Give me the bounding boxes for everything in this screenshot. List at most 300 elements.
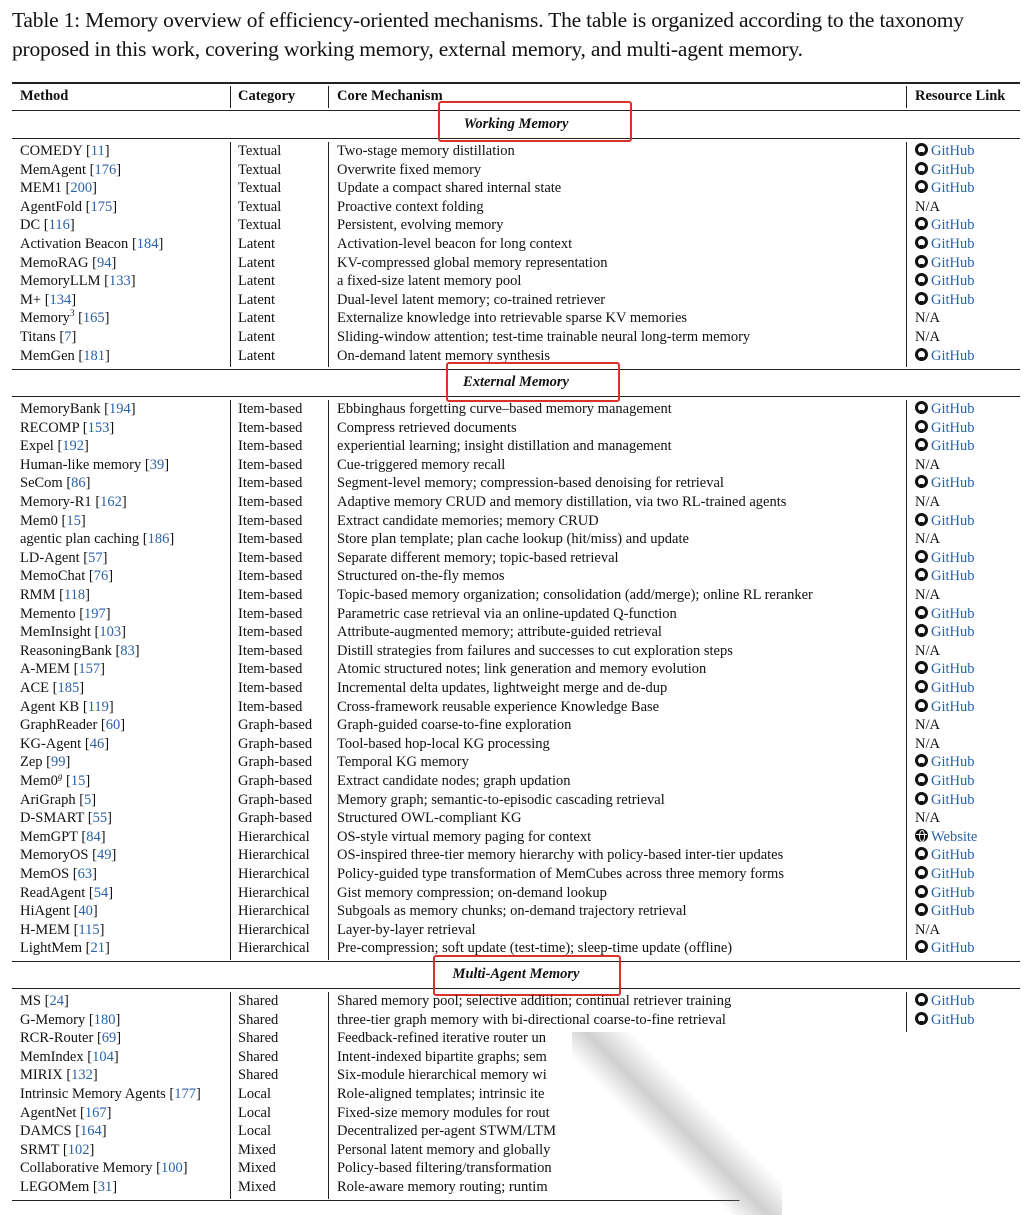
category-cell: Graph-based: [238, 773, 313, 789]
citation-link[interactable]: 132: [71, 1067, 93, 1084]
category-cell: Latent: [238, 273, 276, 290]
mechanism-cell: experiential learning; insight distillation and management: [337, 438, 672, 455]
category-cell: Hierarchical: [238, 847, 310, 864]
category-cell: Latent: [238, 291, 276, 308]
method-name: M+: [20, 291, 42, 308]
header-method: Method: [20, 88, 69, 104]
github-icon: [915, 217, 928, 230]
github-link[interactable]: GitHub: [931, 661, 975, 678]
method-cell: SeCom [86]: [20, 475, 91, 492]
method-name: Activation Beacon: [20, 236, 129, 252]
citation-link[interactable]: 24: [49, 993, 64, 1009]
mechanism-cell: Store plan template; plan cache lookup (hit/miss) and update: [337, 531, 689, 548]
github-icon: [915, 236, 928, 249]
table-row: [0, 567, 1035, 586]
mechanism-cell: Overwrite fixed memory: [337, 161, 482, 178]
citation-link[interactable]: 104: [92, 1048, 114, 1065]
method-cell: RECOMP [153]: [20, 419, 115, 436]
table-row: [0, 846, 1035, 865]
mechanism-cell: Personal latent memory and globally: [337, 1141, 551, 1158]
github-link[interactable]: GitHub: [931, 903, 975, 920]
table-row: [0, 716, 1035, 735]
method-name: Expel: [20, 438, 54, 455]
header-mechanism: Core Mechanism: [337, 88, 443, 104]
mechanism-cell: Two-stage memory distillation: [337, 143, 515, 159]
resource-cell[interactable]: [915, 437, 975, 456]
method-cell: AgentNet [167]: [20, 1104, 112, 1121]
table-row: [0, 735, 1035, 754]
resource-cell[interactable]: [915, 884, 975, 903]
github-link[interactable]: GitHub: [931, 847, 975, 864]
method-name: MemInsight: [20, 624, 91, 641]
resource-cell[interactable]: [915, 772, 975, 791]
citation-link[interactable]: 181: [83, 347, 105, 364]
method-name: Mem0: [20, 773, 58, 789]
method-name: MS: [20, 993, 41, 1009]
section-title: External Memory: [463, 374, 569, 390]
mechanism-cell: Sliding-window attention; test-time trainable neural long-term memory: [337, 329, 751, 345]
github-link[interactable]: GitHub: [931, 549, 975, 566]
citation-link[interactable]: 76: [93, 568, 109, 585]
method-name: MemoryLLM: [20, 273, 101, 290]
method-name: KG-Agent: [20, 735, 82, 752]
resource-cell: N/A: [915, 642, 940, 659]
table-row: [0, 142, 1035, 161]
citation-link[interactable]: 102: [67, 1141, 90, 1158]
method-cell: A-MEM [157]: [20, 661, 106, 678]
resource-cell[interactable]: [915, 179, 975, 198]
citation-link[interactable]: 197: [84, 605, 106, 622]
citation-link[interactable]: 21: [90, 940, 105, 957]
github-link[interactable]: GitHub: [931, 438, 975, 455]
citation-link[interactable]: 186: [147, 531, 170, 548]
github-link[interactable]: GitHub: [931, 347, 975, 364]
citation-link[interactable]: 63: [77, 866, 93, 882]
category-cell: Local: [238, 1104, 272, 1121]
github-icon: [915, 420, 928, 433]
section-title: Multi-Agent Memory: [452, 966, 580, 982]
method-cell: Zep [99]: [20, 754, 71, 771]
citation-link[interactable]: 39: [149, 456, 165, 473]
method-name: agentic plan caching: [20, 531, 140, 548]
category-cell: Graph-based: [238, 735, 313, 752]
method-cell: GraphReader [60]: [20, 717, 126, 734]
table-row: [0, 772, 1035, 791]
mechanism-cell: Graph-guided coarse-to-fine exploration: [337, 717, 572, 734]
table-row: [0, 456, 1035, 475]
citation-link[interactable]: 176: [94, 161, 117, 178]
method-name: Human-like memory: [20, 456, 142, 473]
category-cell: Mixed: [238, 1141, 276, 1158]
category-cell: Graph-based: [238, 754, 313, 771]
mechanism-cell: Cue-triggered memory recall: [337, 456, 506, 473]
citation-link[interactable]: 133: [109, 273, 131, 290]
method-cell: MemoryBank [194]: [20, 401, 136, 417]
table-row: [0, 179, 1035, 198]
column-divider: [230, 86, 231, 108]
method-name: ACE: [20, 680, 49, 696]
resource-cell[interactable]: [915, 272, 975, 291]
resource-cell[interactable]: [915, 216, 975, 235]
github-link[interactable]: GitHub: [931, 273, 975, 290]
citation-link[interactable]: 177: [174, 1086, 197, 1102]
github-link[interactable]: GitHub: [931, 791, 975, 808]
github-link[interactable]: GitHub: [931, 236, 975, 252]
method-cell: Intrinsic Memory Agents [177]: [20, 1086, 201, 1102]
resource-cell[interactable]: [915, 512, 975, 531]
method-cell: MemoryLLM [133]: [20, 273, 136, 290]
citation-link[interactable]: 165: [82, 310, 105, 327]
resource-cell[interactable]: [915, 1011, 975, 1030]
github-icon: [915, 792, 928, 805]
github-link[interactable]: GitHub: [931, 866, 975, 882]
mechanism-cell: OS-style virtual memory paging for context: [337, 828, 592, 845]
method-cell: ReasoningBank [83]: [20, 642, 140, 659]
table-row: [0, 216, 1035, 235]
method-name: SRMT: [20, 1141, 60, 1158]
github-icon: [915, 699, 928, 712]
method-name: RCR-Router: [20, 1030, 94, 1047]
citation-link[interactable]: 7: [64, 329, 72, 345]
resource-cell: N/A: [915, 329, 940, 345]
resource-cell[interactable]: [915, 939, 975, 958]
mechanism-cell: Separate different memory; topic-based retrieval: [337, 549, 619, 566]
github-link[interactable]: GitHub: [931, 475, 975, 492]
citation-link[interactable]: 84: [86, 828, 101, 845]
github-icon: [915, 513, 928, 526]
table-caption: Table 1: Memory overview of efficiency-oriented mechanisms. The table is organized according to the taxonomy proposed in this work, covering working memory, external memory, and multi-agent memory.: [12, 8, 964, 61]
category-cell: Textual: [238, 217, 282, 234]
github-link[interactable]: GitHub: [931, 624, 975, 641]
category-cell: Item-based: [238, 624, 303, 641]
mechanism-cell: OS-inspired three-tier memory hierarchy with policy-based inter-tier updates: [337, 847, 784, 864]
citation-link[interactable]: 184: [136, 236, 159, 252]
table-row: [0, 198, 1035, 217]
github-link[interactable]: GitHub: [931, 161, 975, 178]
mechanism-cell: Feedback-refined iterative router un: [337, 1030, 546, 1047]
github-link[interactable]: GitHub: [931, 217, 975, 234]
method-superscript: 3: [69, 308, 75, 319]
resource-cell[interactable]: [915, 753, 975, 772]
resource-cell[interactable]: [915, 419, 975, 438]
table-row: [0, 1011, 1035, 1030]
citation-link[interactable]: 46: [89, 735, 105, 752]
resource-cell[interactable]: [915, 679, 975, 698]
citation-link[interactable]: 118: [63, 587, 86, 603]
mechanism-cell: Incremental delta updates, lightweight merge and de-dup: [337, 680, 668, 696]
method-cell: HiAgent [40]: [20, 903, 98, 920]
citation-link[interactable]: 69: [101, 1030, 117, 1047]
github-link[interactable]: GitHub: [931, 254, 975, 271]
category-cell: Local: [238, 1086, 272, 1102]
citation-link[interactable]: 86: [71, 475, 86, 492]
mechanism-cell: Gist memory compression; on-demand lookup: [337, 884, 607, 901]
citation-link[interactable]: 164: [80, 1123, 102, 1140]
citation-link[interactable]: 116: [48, 217, 70, 234]
resource-cell[interactable]: [915, 567, 975, 586]
header-category: Category: [238, 88, 296, 104]
github-link[interactable]: GitHub: [931, 291, 975, 308]
method-name: Titans: [20, 329, 56, 345]
method-name: AgentNet: [20, 1104, 77, 1121]
method-cell: MS [24]: [20, 993, 69, 1009]
resource-cell[interactable]: [915, 347, 975, 366]
column-divider: [906, 86, 907, 108]
resource-cell[interactable]: [915, 865, 975, 884]
resource-cell: N/A: [915, 198, 940, 215]
resource-cell[interactable]: [915, 992, 975, 1011]
category-cell: Hierarchical: [238, 903, 310, 920]
table-row: [0, 328, 1035, 347]
category-cell: Item-based: [238, 419, 303, 436]
table-row: [0, 791, 1035, 810]
method-cell: Titans [7]: [20, 329, 77, 345]
resource-cell[interactable]: [915, 161, 975, 180]
citation-link[interactable]: 11: [90, 143, 105, 159]
method-name: LEGOMem: [20, 1179, 90, 1195]
github-icon: [915, 1012, 928, 1025]
method-cell: Memento [197]: [20, 605, 111, 622]
method-name: MemoRAG: [20, 254, 89, 271]
citation-link[interactable]: 15: [66, 512, 81, 529]
resource-cell[interactable]: [915, 698, 975, 717]
mechanism-cell: Memory graph; semantic-to-episodic cascading retrieval: [337, 791, 665, 808]
method-cell: MemGPT [84]: [20, 828, 106, 845]
method-cell: Collaborative Memory [100]: [20, 1160, 188, 1177]
resource-cell[interactable]: [915, 846, 975, 865]
mechanism-cell: Temporal KG memory: [337, 754, 469, 771]
method-name: Memory-R1: [20, 494, 92, 510]
citation-link[interactable]: 15: [70, 773, 86, 789]
method-cell: D-SMART [55]: [20, 810, 112, 827]
category-cell: Latent: [238, 329, 276, 345]
category-cell: Item-based: [238, 401, 303, 417]
citation-link[interactable]: 49: [96, 847, 112, 864]
table-row: [0, 902, 1035, 921]
resource-cell: N/A: [915, 717, 940, 734]
highlight-box: [446, 362, 620, 402]
method-name: LightMem: [20, 940, 83, 957]
method-name: SeCom: [20, 475, 63, 492]
github-icon: [915, 903, 928, 916]
category-cell: Item-based: [238, 456, 303, 473]
citation-link[interactable]: 157: [78, 661, 101, 678]
mechanism-cell: a fixed-size latent memory pool: [337, 273, 522, 290]
category-cell: Latent: [238, 236, 276, 252]
citation-link[interactable]: 153: [87, 419, 110, 436]
method-name: MIRIX: [20, 1067, 63, 1084]
website-link[interactable]: Website: [931, 828, 978, 845]
table-row: [0, 400, 1035, 419]
method-cell: ReadAgent [54]: [20, 884, 114, 901]
citation-link[interactable]: 200: [70, 180, 93, 197]
github-link[interactable]: GitHub: [931, 698, 975, 715]
mechanism-cell: Cross-framework reusable experience Knowledge Base: [337, 698, 660, 715]
github-icon: [915, 754, 928, 767]
github-icon: [915, 255, 928, 268]
mechanism-cell: Six-module hierarchical memory wi: [337, 1067, 547, 1084]
resource-cell: N/A: [915, 310, 940, 327]
citation-link[interactable]: 103: [99, 624, 122, 641]
citation-link[interactable]: 162: [100, 494, 122, 510]
method-cell: MemOS [63]: [20, 866, 97, 882]
category-cell: Hierarchical: [238, 866, 310, 882]
resource-cell[interactable]: [915, 660, 975, 679]
mechanism-cell: Parametric case retrieval via an online-updated Q-function: [337, 605, 677, 622]
method-cell: MemoryOS [49]: [20, 847, 117, 864]
category-cell: Item-based: [238, 438, 303, 455]
github-link[interactable]: GitHub: [931, 401, 975, 417]
github-icon: [915, 292, 928, 305]
resource-cell[interactable]: [915, 902, 975, 921]
citation-link[interactable]: 180: [93, 1011, 116, 1028]
mechanism-cell: Tool-based hop-local KG processing: [337, 735, 550, 752]
method-cell: MemoRAG [94]: [20, 254, 117, 271]
category-cell: Item-based: [238, 549, 303, 566]
table-row: [0, 512, 1035, 531]
mechanism-cell: Role-aligned templates; intrinsic ite: [337, 1086, 545, 1102]
method-cell: DAMCS [164]: [20, 1123, 107, 1140]
table-row: [0, 235, 1035, 254]
mechanism-cell: Layer-by-layer retrieval: [337, 921, 476, 938]
method-name: RMM: [20, 587, 56, 603]
citation-link[interactable]: 119: [87, 698, 109, 715]
citation-link[interactable]: 5: [84, 791, 92, 808]
resource-cell: N/A: [915, 810, 940, 827]
category-cell: Item-based: [238, 512, 303, 529]
github-link[interactable]: GitHub: [931, 605, 975, 622]
citation-link[interactable]: 99: [51, 754, 66, 771]
category-cell: Shared: [238, 1011, 279, 1028]
citation-link[interactable]: 167: [84, 1104, 107, 1121]
category-cell: Item-based: [238, 568, 303, 585]
citation-link[interactable]: 94: [96, 254, 112, 271]
method-cell: Memory$^3$ [165]: [20, 308, 110, 327]
table-row: [0, 698, 1035, 717]
mechanism-cell: Intent-indexed bipartite graphs; sem: [337, 1048, 547, 1065]
table-row: [0, 161, 1035, 180]
method-name: AriGraph: [20, 791, 76, 808]
method-name: H-MEM: [20, 921, 70, 938]
table-row: [0, 586, 1035, 605]
github-link[interactable]: GitHub: [931, 1011, 975, 1028]
resource-cell: N/A: [915, 531, 940, 548]
method-cell: Human-like memory [39]: [20, 456, 170, 473]
github-link[interactable]: GitHub: [931, 568, 975, 585]
citation-link[interactable]: 55: [92, 810, 108, 827]
resource-cell[interactable]: [915, 235, 975, 254]
method-cell: H-MEM [115]: [20, 921, 105, 938]
citation-link[interactable]: 40: [78, 903, 93, 920]
resource-cell[interactable]: [915, 142, 975, 161]
method-cell: Agent KB [119]: [20, 698, 114, 715]
table-row: [0, 493, 1035, 512]
citation-link[interactable]: 54: [93, 884, 109, 901]
citation-link[interactable]: 134: [49, 291, 72, 308]
citation-link[interactable]: 83: [120, 642, 135, 659]
method-cell: ACE [185]: [20, 680, 85, 696]
table-row: [0, 623, 1035, 642]
method-name: MemoChat: [20, 568, 86, 585]
citation-link[interactable]: 175: [90, 198, 113, 215]
citation-link[interactable]: 60: [105, 717, 121, 734]
mechanism-cell: Dual-level latent memory; co-trained retriever: [337, 291, 606, 308]
resource-cell[interactable]: [915, 254, 975, 273]
category-cell: Item-based: [238, 475, 303, 492]
resource-cell[interactable]: [915, 828, 977, 847]
method-cell: RMM [118]: [20, 587, 90, 603]
category-cell: Latent: [238, 347, 276, 364]
mechanism-cell: Decentralized per-agent STWM/LTM: [337, 1123, 557, 1140]
resource-cell[interactable]: [915, 623, 975, 642]
method-cell: RCR-Router [69]: [20, 1030, 122, 1047]
github-icon: [915, 401, 928, 414]
category-cell: Graph-based: [238, 810, 313, 827]
method-name: D-SMART: [20, 810, 85, 827]
citation-link[interactable]: 194: [109, 401, 131, 417]
github-icon: [915, 162, 928, 175]
citation-link[interactable]: 100: [160, 1160, 183, 1177]
github-link[interactable]: GitHub: [931, 993, 975, 1009]
resource-cell[interactable]: [915, 474, 975, 493]
github-link[interactable]: GitHub: [931, 512, 975, 529]
citation-link[interactable]: 31: [97, 1179, 113, 1195]
resource-cell[interactable]: [915, 291, 975, 310]
resource-cell: N/A: [915, 456, 940, 473]
github-link[interactable]: GitHub: [931, 754, 975, 771]
category-cell: Item-based: [238, 494, 303, 510]
top-rule: [12, 82, 1020, 84]
resource-cell[interactable]: [915, 400, 975, 419]
method-name: MemGPT: [20, 828, 78, 845]
mechanism-cell: Policy-guided type transformation of MemCubes across three memory forms: [337, 866, 784, 882]
github-link[interactable]: GitHub: [931, 773, 975, 789]
mechanism-cell: Ebbinghaus forgetting curve–based memory management: [337, 401, 672, 417]
resource-cell[interactable]: [915, 791, 975, 810]
github-link[interactable]: GitHub: [931, 884, 975, 901]
mechanism-cell: Update a compact shared internal state: [337, 180, 562, 197]
mechanism-cell: Extract candidate memories; memory CRUD: [337, 512, 599, 529]
resource-cell[interactable]: [915, 605, 975, 624]
method-name: Collaborative Memory: [20, 1160, 153, 1177]
citation-link[interactable]: 192: [62, 438, 85, 455]
method-cell: Expel [192]: [20, 438, 89, 455]
method-cell: MemIndex [104]: [20, 1048, 119, 1065]
table-row: [0, 419, 1035, 438]
resource-cell: N/A: [915, 587, 940, 603]
resource-cell[interactable]: [915, 549, 975, 568]
category-cell: Shared: [238, 1030, 279, 1047]
category-cell: Textual: [238, 180, 282, 197]
table-row: [0, 642, 1035, 661]
highlight-box: [433, 955, 621, 996]
github-link[interactable]: GitHub: [931, 180, 975, 197]
category-cell: Graph-based: [238, 791, 313, 808]
method-cell: MIRIX [132]: [20, 1067, 98, 1084]
github-icon: [915, 661, 928, 674]
github-link[interactable]: GitHub: [931, 143, 975, 159]
category-cell: Item-based: [238, 661, 303, 678]
table-row: [0, 865, 1035, 884]
citation-link[interactable]: 185: [57, 680, 80, 696]
citation-link[interactable]: 115: [78, 921, 100, 938]
citation-link[interactable]: 57: [88, 549, 103, 566]
github-link[interactable]: GitHub: [931, 419, 975, 436]
method-cell: MemGen [181]: [20, 347, 110, 364]
github-link[interactable]: GitHub: [931, 680, 975, 696]
github-link[interactable]: GitHub: [931, 940, 975, 957]
resource-cell: N/A: [915, 921, 940, 938]
